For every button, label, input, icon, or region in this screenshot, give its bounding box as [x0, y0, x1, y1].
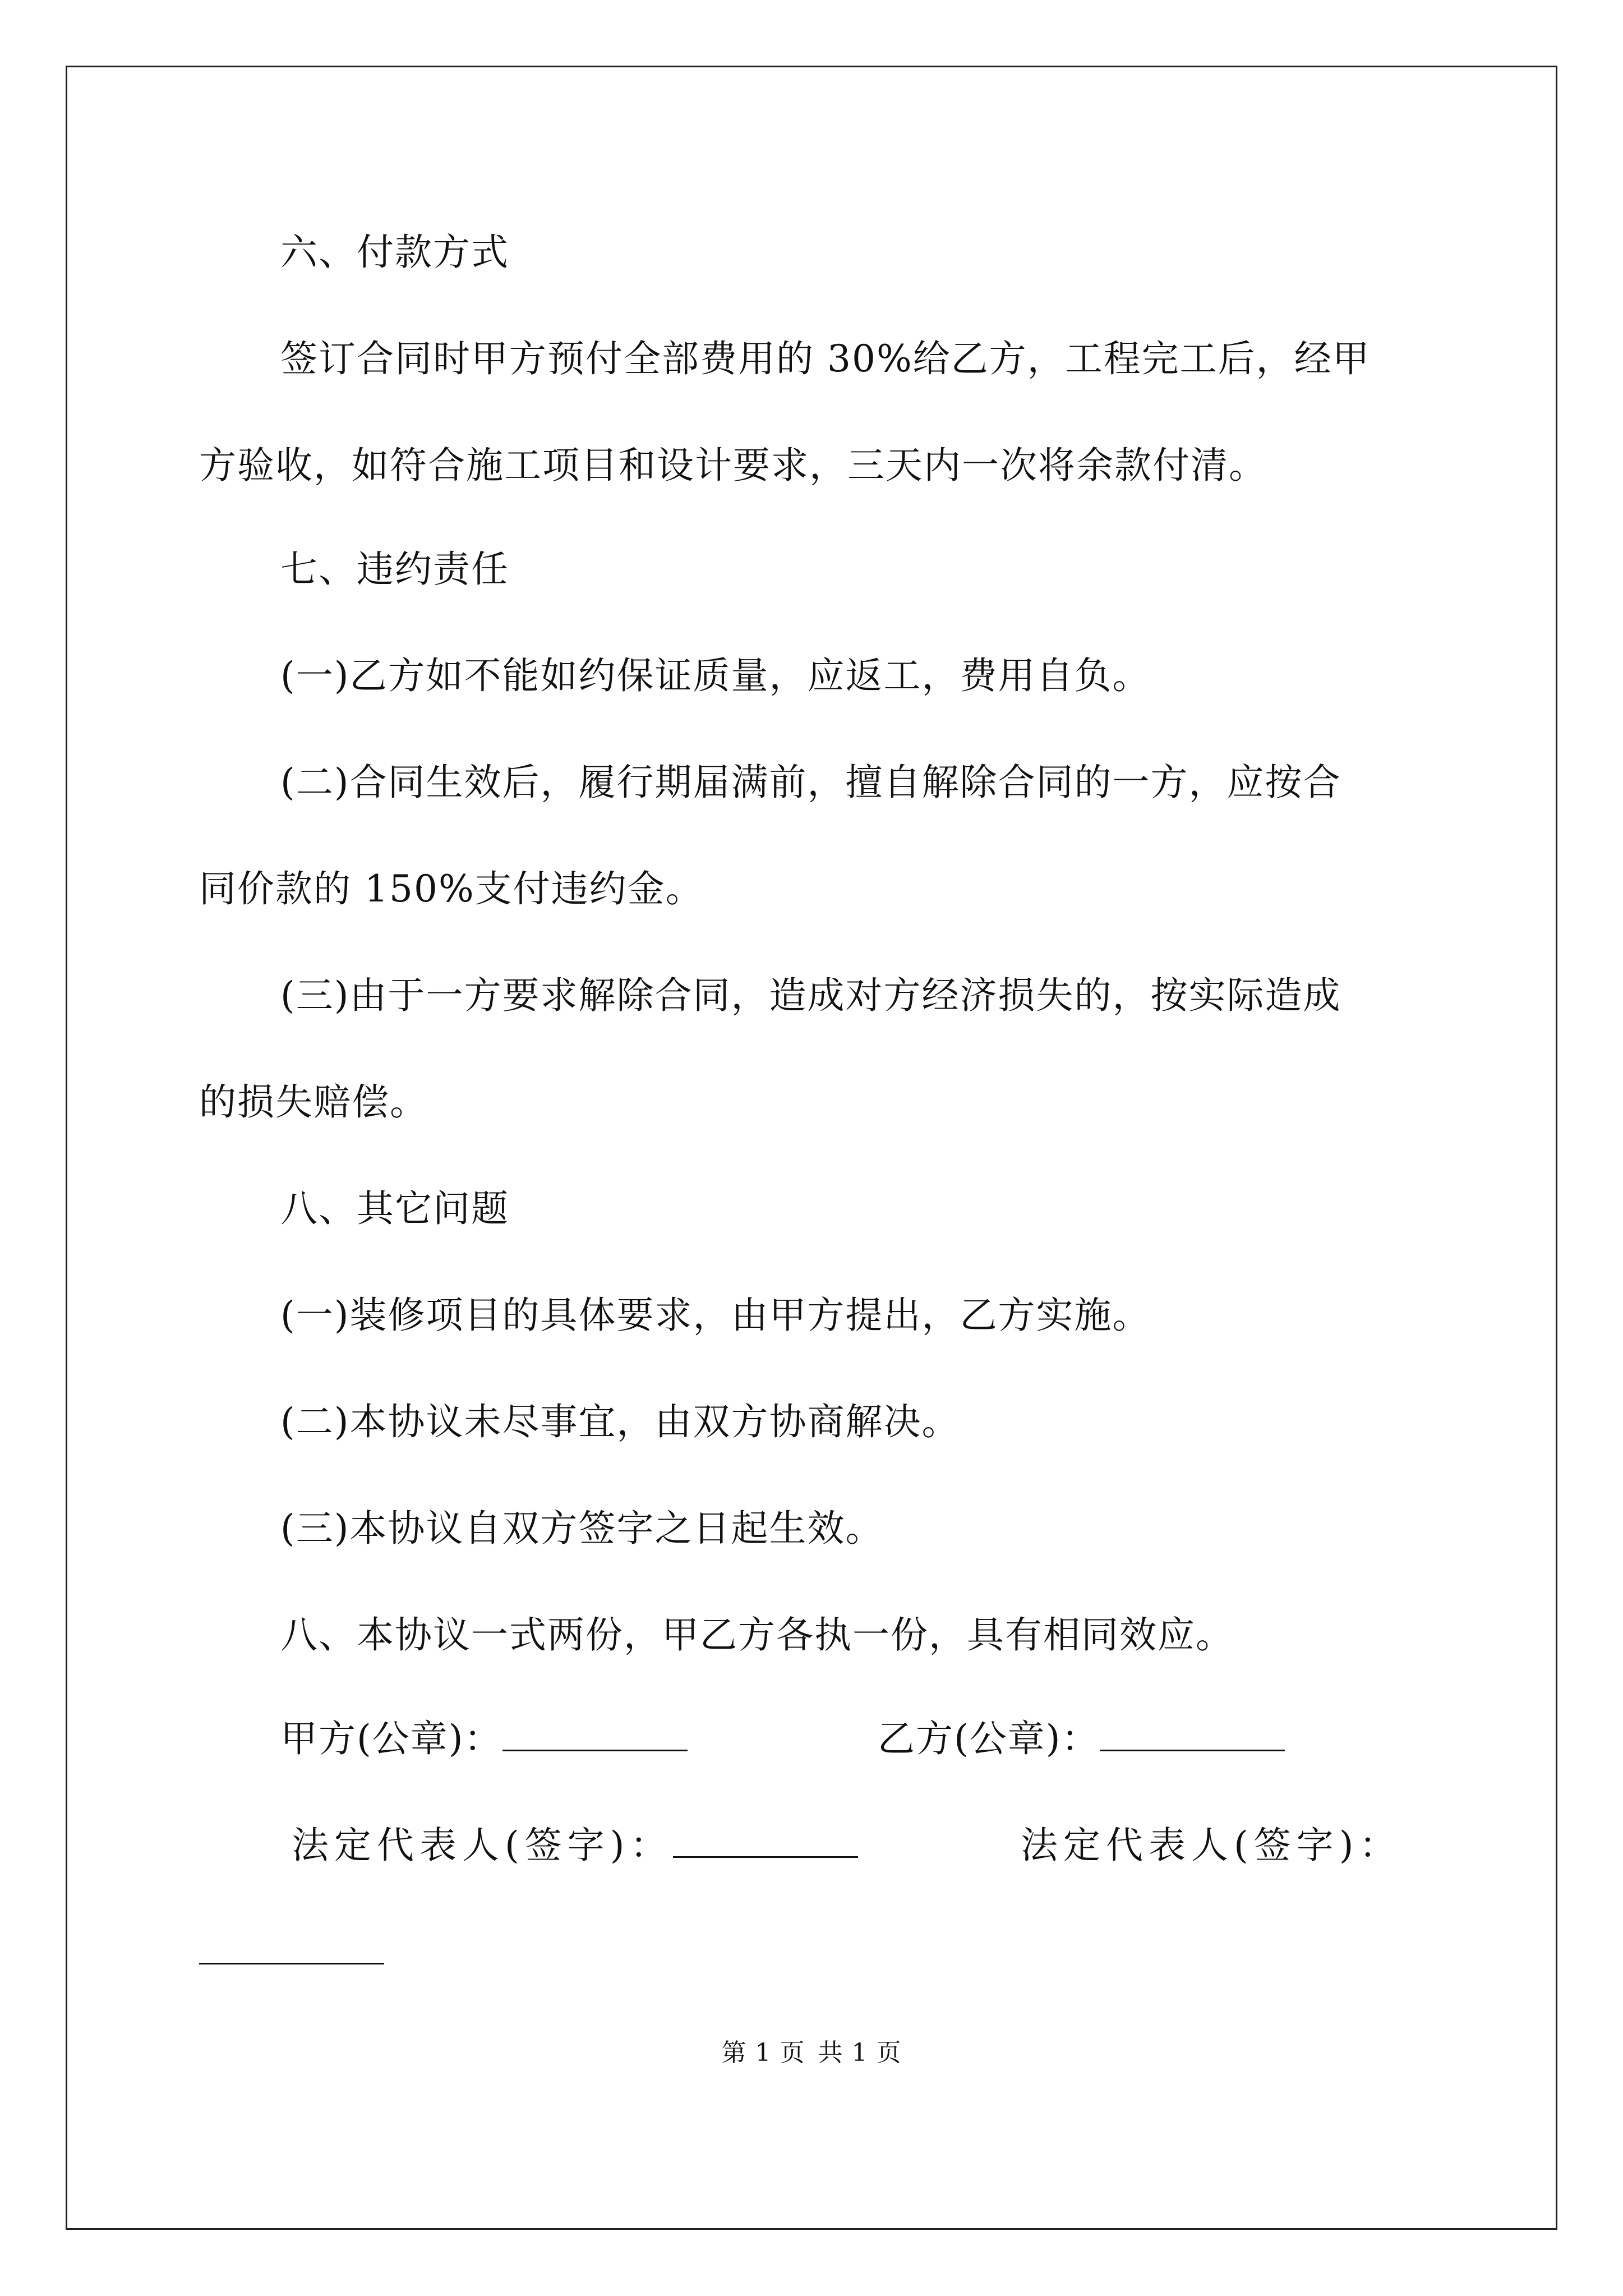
party-a-rep-blank [673, 1824, 858, 1858]
party-b-seal-line [878, 1717, 1285, 1761]
page-number-total: 共 1 页 [818, 2039, 902, 2067]
section-7-item-1: (一)乙方如不能如约保证质量，应返工，费用自负。 [280, 654, 1151, 697]
copies-clause: 八、本协议一式两份，甲乙方各执一份，具有相同效应。 [280, 1613, 1234, 1657]
section-7-item-2-line-2: 同价款的 150%支付违约金。 [199, 867, 704, 910]
party-b-rep-blank [199, 1930, 384, 1964]
section-8-title: 八、其它问题 [280, 1187, 509, 1230]
party-b-rep-blank-line [199, 1930, 384, 1975]
party-a-seal-line [280, 1717, 688, 1761]
party-a-seal-label: 甲方(公章)： [280, 1717, 502, 1760]
party-a-rep-line [292, 1823, 858, 1868]
section-8-item-3: (三)本协议自双方签字之日起生效。 [280, 1507, 884, 1550]
party-b-rep-line [1021, 1823, 1402, 1868]
section-6-paragraph-line-1: 签订合同时甲方预付全部费用的 30%给乙方，工程完工后，经甲 [280, 337, 1371, 380]
party-a-rep-label: 法定代表人(签字)： [292, 1824, 673, 1867]
section-6-title: 六、付款方式 [280, 231, 509, 274]
section-6-paragraph-line-2: 方验收，如符合施工项目和设计要求，三天内一次将余款付清。 [199, 444, 1267, 487]
page-border [66, 66, 1557, 2230]
page-footer [0, 2036, 1623, 2070]
party-b-seal-blank [1100, 1717, 1285, 1751]
section-8-item-1: (一)装修项目的具体要求，由甲方提出，乙方实施。 [280, 1294, 1151, 1337]
section-7-item-2-line-1: (二)合同生效后，履行期届满前，擅自解除合同的一方，应按合 [280, 761, 1341, 804]
section-8-item-2: (二)本协议未尽事宜，由双方协商解决。 [280, 1400, 960, 1443]
page-number-current: 第 1 页 [721, 2039, 805, 2067]
section-7-item-3-line-2: 的损失赔偿。 [199, 1080, 428, 1124]
section-7-item-3-line-1: (三)由于一方要求解除合同，造成对方经济损失的，按实际造成 [280, 974, 1341, 1017]
party-b-seal-label: 乙方(公章)： [878, 1717, 1100, 1760]
party-b-rep-label: 法定代表人(签字)： [1021, 1824, 1402, 1867]
section-7-title: 七、违约责任 [280, 547, 509, 591]
party-a-seal-blank [502, 1717, 688, 1751]
